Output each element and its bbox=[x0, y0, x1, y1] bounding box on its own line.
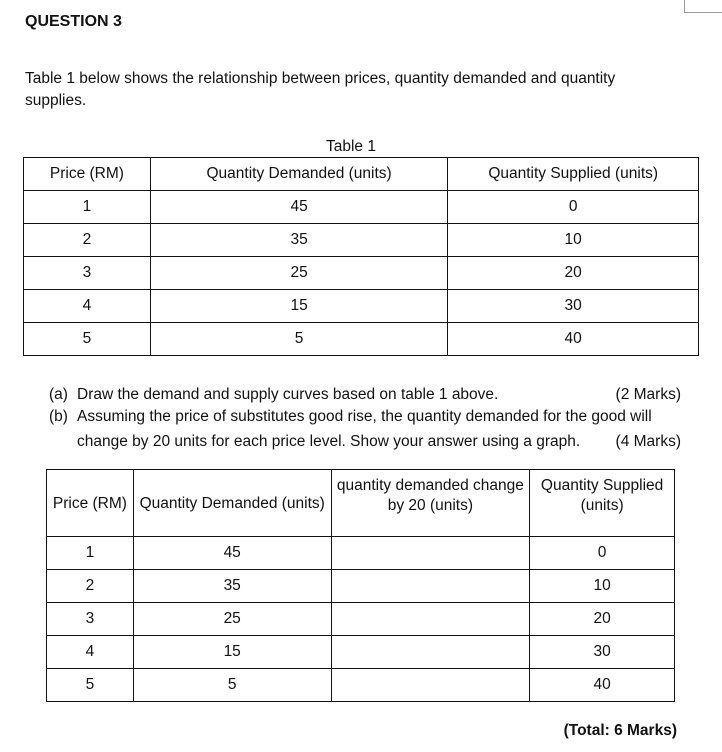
table1-header-row bbox=[24, 158, 699, 191]
table1-cell: 10 bbox=[448, 224, 699, 257]
table2-cell: 30 bbox=[530, 636, 675, 669]
table1-cell: 1 bbox=[24, 191, 151, 224]
part-b-label: (b) bbox=[49, 408, 68, 425]
table2-answer-cell[interactable] bbox=[331, 537, 530, 570]
table2-cell: 20 bbox=[530, 603, 675, 636]
part-b-marks: (4 Marks) bbox=[615, 433, 681, 450]
table1-cell: 3 bbox=[24, 257, 151, 290]
part-b-body bbox=[77, 404, 681, 454]
table2-cell: 0 bbox=[530, 537, 675, 570]
table2-cell: 45 bbox=[133, 537, 331, 570]
question-title: QUESTION 3 bbox=[25, 13, 122, 30]
table-row bbox=[47, 603, 675, 636]
table2-cell: 2 bbox=[47, 570, 134, 603]
table1-header-price: Price (RM) bbox=[24, 158, 151, 191]
table-row bbox=[24, 323, 699, 356]
table1-cell: 20 bbox=[448, 257, 699, 290]
table1-header-qs: Quantity Supplied (units) bbox=[448, 158, 699, 191]
table1-cell: 2 bbox=[24, 224, 151, 257]
table2-answer-cell[interactable] bbox=[331, 603, 530, 636]
table1-cell: 0 bbox=[448, 191, 699, 224]
intro-paragraph: Table 1 below shows the relationship between prices, quantity demanded and quantity supplies. bbox=[25, 70, 616, 109]
table1-cell: 15 bbox=[150, 290, 448, 323]
table1-header-qd: Quantity Demanded (units) bbox=[150, 158, 448, 191]
table2-answer-cell[interactable] bbox=[331, 669, 530, 702]
table2-header-qs: Quantity Supplied (units) bbox=[530, 470, 675, 537]
table2-cell: 40 bbox=[530, 669, 675, 702]
table1-cell: 45 bbox=[150, 191, 448, 224]
table-row bbox=[47, 570, 675, 603]
part-a-label: (a) bbox=[49, 386, 68, 403]
table2-cell: 15 bbox=[133, 636, 331, 669]
part-b-text: Assuming the price of substitutes good rise, the quantity demanded for the good will change by 20 units for each price level. Show your answer using a graph. bbox=[77, 408, 652, 450]
table1-cell: 25 bbox=[150, 257, 448, 290]
table1-cell: 5 bbox=[150, 323, 448, 356]
table2-header-qd: Quantity Demanded (units) bbox=[133, 470, 331, 537]
table1-cell: 40 bbox=[448, 323, 699, 356]
table1-cell: 35 bbox=[150, 224, 448, 257]
total-marks: (Total: 6 Marks) bbox=[563, 722, 677, 739]
table-row bbox=[24, 257, 699, 290]
table2-cell: 4 bbox=[47, 636, 134, 669]
part-a-marks: (2 Marks) bbox=[615, 386, 681, 403]
table-row bbox=[47, 537, 675, 570]
table2-header-price: Price (RM) bbox=[47, 470, 134, 537]
table2-cell: 25 bbox=[133, 603, 331, 636]
table-1 bbox=[23, 157, 699, 356]
table1-cell: 4 bbox=[24, 290, 151, 323]
page-corner-mark bbox=[684, 0, 722, 13]
table2-cell: 10 bbox=[530, 570, 675, 603]
table1-caption: Table 1 bbox=[326, 138, 376, 155]
table-row bbox=[24, 191, 699, 224]
table2-cell: 35 bbox=[133, 570, 331, 603]
table-row bbox=[47, 669, 675, 702]
table2-answer-cell[interactable] bbox=[331, 636, 530, 669]
table1-cell: 30 bbox=[448, 290, 699, 323]
table2-header-row bbox=[47, 470, 675, 537]
table-row bbox=[24, 290, 699, 323]
table2-cell: 1 bbox=[47, 537, 134, 570]
table2-answer-cell[interactable] bbox=[331, 570, 530, 603]
table2-header-qd-change: quantity demanded change by 20 (units) bbox=[331, 470, 530, 537]
table1-cell: 5 bbox=[24, 323, 151, 356]
table2-cell: 3 bbox=[47, 603, 134, 636]
table-2 bbox=[46, 469, 675, 702]
table2-cell: 5 bbox=[133, 669, 331, 702]
table-row bbox=[47, 636, 675, 669]
table2-cell: 5 bbox=[47, 669, 134, 702]
part-a-text: Draw the demand and supply curves based on table 1 above. bbox=[77, 386, 499, 403]
table-row bbox=[24, 224, 699, 257]
